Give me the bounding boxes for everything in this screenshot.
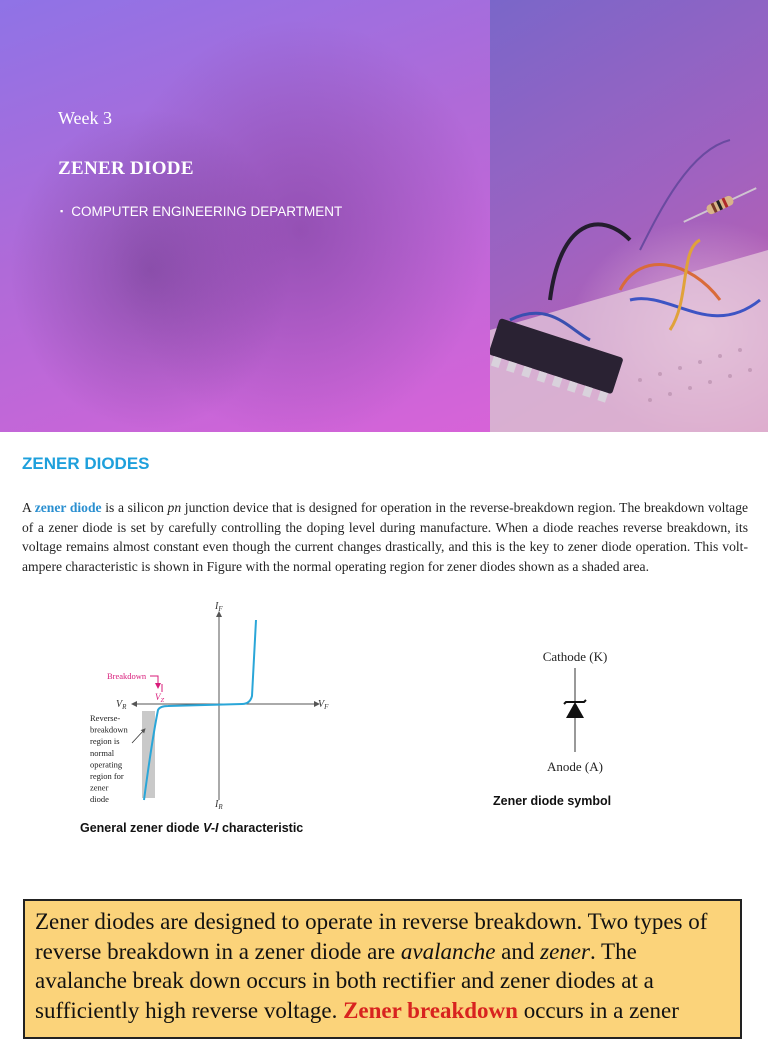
note-text-1: Zener diodes are designed to operate in reverse breakdown. Two types of reverse breakdown in a zener diode are — [35, 909, 708, 964]
zener-symbol-graphic — [530, 644, 620, 779]
pn-term: pn — [167, 500, 182, 515]
slide-background — [0, 0, 490, 432]
svg-text:VZ — [155, 692, 165, 704]
note-text-2: and — [495, 938, 541, 964]
vi-caption-prefix: General zener diode — [80, 821, 203, 835]
region-description — [90, 713, 129, 804]
region-line: zener — [90, 782, 109, 793]
vf-sub: F — [324, 703, 329, 711]
para-rest: junction device that is designed for operation in the reverse-breakdown region. The breakdown voltage of a zener diode is set by carefully controlling the doping level during manufacture. When a diode reaches reverse breakdown, its voltage remains almost constant even though the current changes drastically, and this is the key to zener diode operation. This volt-ampere characteristic is shown in Figure with the normal operating region for zener diodes shown as a shaded area. — [22, 500, 749, 574]
vi-characteristic-figure — [72, 600, 352, 812]
if-sub: F — [218, 605, 223, 613]
vz-label: V — [155, 692, 161, 702]
breadboard-photo — [490, 0, 768, 432]
region-line: normal — [90, 747, 115, 758]
region-line: breakdown — [90, 724, 128, 735]
department-label: COMPUTER ENGINEERING DEPARTMENT — [71, 204, 343, 219]
vi-figure-caption — [80, 821, 303, 835]
anode-label: Anode (A) — [547, 759, 603, 774]
note-zener: zener — [540, 938, 590, 964]
region-line: region is — [90, 736, 120, 747]
vi-caption-italic: V-I — [202, 821, 219, 835]
note-box — [23, 899, 742, 1039]
zener-curve — [144, 620, 256, 800]
operating-region-shade — [142, 711, 155, 798]
slide-bullet — [60, 204, 342, 219]
vr-sub: R — [122, 703, 127, 711]
note-zener-breakdown: Zener breakdown — [343, 997, 518, 1023]
note-text-3: . The avalanche break down occurs in both rectifier and zener diodes at a sufficiently high reverse voltage. — [35, 938, 654, 1023]
svg-text:IR — [214, 799, 223, 811]
zener-symbol-figure — [530, 644, 620, 779]
vr-label: V — [116, 699, 123, 710]
cathode-label: Cathode (K) — [542, 649, 608, 664]
ir-label: I — [215, 799, 219, 810]
breadboard-illustration — [490, 0, 768, 432]
symbol-caption: Zener diode symbol — [493, 794, 612, 808]
para-prefix: A — [22, 500, 35, 515]
ir-sub: R — [218, 803, 223, 811]
svg-text:VR — [116, 699, 127, 711]
vz-sub: Z — [160, 697, 165, 704]
note-text-4: occurs in a zener — [517, 997, 679, 1023]
vi-caption-suffix: characteristic — [218, 821, 304, 835]
region-line: Reverse- — [90, 713, 121, 723]
note-avalanche: avalanche — [400, 938, 496, 964]
if-label: I — [215, 601, 219, 612]
breakdown-label: Breakdown — [107, 671, 147, 681]
region-line: operating — [90, 759, 123, 770]
bullet-icon: ▪ — [60, 206, 64, 216]
region-line: region for — [90, 771, 124, 781]
vf-label: V — [318, 699, 325, 710]
title-slide — [0, 0, 768, 432]
svg-text:VF — [318, 699, 329, 711]
para-mid: is a silicon — [101, 500, 168, 515]
week-label: Week 3 — [58, 108, 113, 128]
svg-text:IF — [214, 601, 223, 613]
region-line: diode — [90, 794, 109, 805]
vi-characteristic-graph — [72, 600, 352, 812]
slide-title: ZENER DIODE — [58, 158, 194, 179]
zener-diode-term: zener diode — [34, 500, 102, 515]
section-heading: ZENER DIODES — [22, 454, 150, 473]
diode-triangle-icon — [566, 702, 584, 718]
body-paragraph — [22, 498, 748, 576]
